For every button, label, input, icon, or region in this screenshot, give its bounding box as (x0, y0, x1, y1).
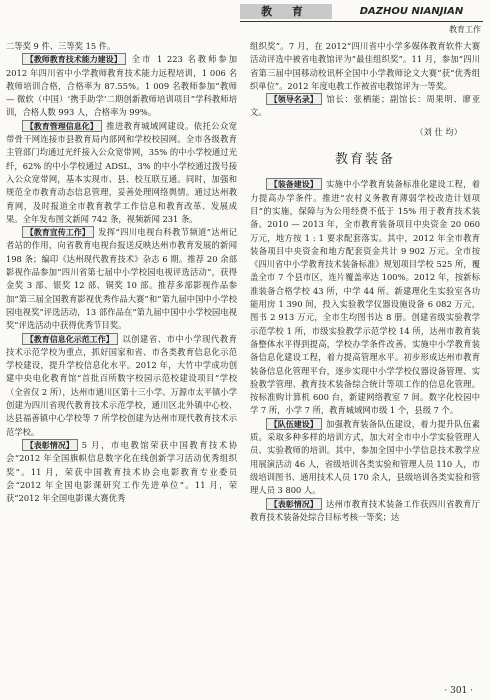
paragraph (250, 418, 480, 498)
paragraph-text: 以创建省、市中小学现代教育技术示范学校为重点，抓好国家和省、市各类教育信息化示范学校建设，提升学校信息化水平。2012 年，大竹中学成功创建中央电化教育馆“首批百所数字校园示范校建设项目”学校（全省仅 2 所），达州市通川区第十三小学、万源市太平镇小学创建为四川省现代教育技术示范学校，通川区北外镇中心校、达县福善镇中心学校等 7 所学校创建为达州市现代教育技术示范学校。 (6, 333, 237, 437)
paragraph (6, 120, 237, 226)
paragraph-tag: 【 表彰情况 】 (22, 439, 78, 451)
paragraph (6, 439, 237, 505)
paragraph-tag: 【 教育信息化示范工作 】 (22, 333, 118, 345)
paragraph (6, 226, 237, 332)
right-bottom-paragraphs (250, 178, 480, 524)
paragraph-tag: 【 教育宣传工作 】 (22, 226, 94, 238)
left-column (6, 40, 237, 505)
right-top-paragraphs (250, 40, 480, 120)
paragraph-text: 加强教育装备队伍建设，着力提升队伍素质。采取多种多样的培训方式，加大对全市中小学实验管理人员、实验教师的培训。其中，参加全国中小学信息技术教学应用展演活动 46 人，省级培训各类实验和管理人员 110 人，市级培训图书、通用技术人员 170 余人，县级培训各类实验和管理人员 3 800 人。 (250, 418, 480, 496)
section-heading: 教育装备 (334, 152, 395, 168)
paragraph (250, 498, 480, 525)
author-signature: （刘 仕 均） (415, 126, 462, 137)
header-rule (240, 21, 483, 22)
paragraph-tag: 【 领导名录 】 (266, 93, 322, 105)
paragraph-text: 5 月，市电教馆荣获中国教育技术协会“2012 年全国旗帜信息数字化在线创新学习活动优秀组织奖”。11 月，荣获中国教育技术协会电影教育专业委员会“2012 年全国电影课研究工作先进单位”。11 月，荣获“2012 年全国电影课大赛优秀 (6, 439, 237, 504)
paragraph (6, 333, 237, 439)
paragraph-text: 二等奖 9 件、三等奖 15 件。 (6, 41, 116, 51)
paragraph-text: 全市 1 223 名教师参加 2012 年四川省中小学教师教育技术能力远程培训，1 006 名教师培训合格，合格率为 87.55%。1 009 名教师参加“教师 — 微软（中国）‘携手助学’二期创新教师培训项目”学科教师培训，合格人数 993 人，合格率为 99%。 (6, 54, 237, 118)
paragraph (250, 93, 480, 120)
paragraph-tag: 【 队伍建设 】 (266, 418, 322, 430)
running-header (240, 4, 483, 19)
header-section-title: 教 育 (240, 4, 332, 19)
paragraph-text: 推进教育城域网建设。依托公众宽带骨干网连接市县教育局内部网和学校校园网。全市各级教育主管部门均通过光纤接入公众宽带网，35% 的中小学校通过光纤，62% 的中小学校通过 ADSL，3% 的中小学校通过拨号接入公众宽带网，基本实现市、县、校互联互通。同时，加强和规范全市教育动态信息管理，妥善处理网络舆情。通过达州教育网，及时报道全市教育教学工作信息和教育改革、发展成果。全年发布图文新闻 742 条，视频新闻 231 条。 (6, 120, 237, 224)
page-number: · 301 · (444, 686, 473, 696)
paragraph-text: 实施中小学教育装备标准化建设工程，着力提高办学条件。推进“农村义务教育薄弱学校改造计划项目”的实施，保障与为公用经费不低于 15% 用于教育技术装备。2010 — 2013 年，全市教育装备项目中央资金 20 060 万元，地方按 1 : 1 要求配套落实。其中，2012 年全市教育装备项目中央资金和地方配套资金共计 9 902 万元。全市按《四川省中小学教育技术装备标准》规划项目学校 525 所，覆盖全市 7 个县市区，连片覆盖率达 100%。2012 年，按新标准装备合格学校 43 所，中学 44 所。新建理化生实验室各功能用房 1 390 间，投入实验教学仪器设施设备 6 082 万元，图书 2 913 万元，全市生均图书达 8 册。创建省级实验教学示范学校 1 所，市级实验教学示范学校 14 所，达州市教育装备整体水平得到提高，学校办学条件改善。实施中小学教育装备信息化建设工程，着力提高管理水平。初步形成达州市教育装备信息化管理平台，逐步实现中小学学校仪器设备管理、实验教学管理、教育技术装备综合统计等项工作的信息化管理。按标准购计算机 600 台，新建网络教室 7 间。数字化校园中学 7 所，小学 7 所，教育城域网市级 1 个，县级 7 个。 (250, 179, 480, 416)
paragraph-tag: 【 教育管理信息化 】 (22, 120, 102, 132)
header-subsection: 教育工作 (449, 25, 481, 34)
header-journal-name: DAZHOU NIANJIAN (359, 6, 464, 17)
paragraph-text: 组织奖”。7 月，在 2012“四川省中小学多媒体教育软件大赛活动评选中被省电教馆评为”最佳组织奖”。11 月，参加“四川省第三届中国移动校讯杯全国中小学教师论文大赛”获“优秀组织单位”。2012 年度电教工作被省电教馆评为一等奖。 (250, 41, 480, 91)
paragraph-text: 发挥“四川电视台科教节频道”达州记者站的作用，向省教育电视台报送反映达州市教育发展的新闻 198 条；编印《达州现代教育技术》杂志 6 期。推荐 20 余部影视作品参加“四川省第七届中小学校园电视评选活动”，获得金奖 3 部、银奖 12 部、铜奖 10 部。推荐多部影视作品参加“第三届全国教育影视优秀作品大赛”和“第九届中国中小学校园电视奖”评选活动，13 部作品在“第九届中国中小学校园电视奖”评选活动中获得优秀节目奖。 (6, 227, 237, 331)
paragraph (250, 178, 480, 417)
paragraph-tag: 【 教师教育技术能力建设 】 (22, 53, 126, 65)
paragraph (6, 53, 237, 119)
paragraph-text: 馆长：张栖能；副馆长：周果明、廖亚文。 (250, 94, 480, 118)
right-column (250, 40, 480, 524)
paragraph-tag: 【 表彰情况 】 (266, 498, 322, 510)
paragraph (6, 40, 237, 53)
paragraph-tag: 【 装备建设 】 (266, 178, 322, 190)
paragraph-text: 达州市教育技术装备工作获四川省教育厅教育技术装备处综合目标考核一等奖；达 (250, 498, 480, 522)
paragraph (250, 40, 480, 93)
